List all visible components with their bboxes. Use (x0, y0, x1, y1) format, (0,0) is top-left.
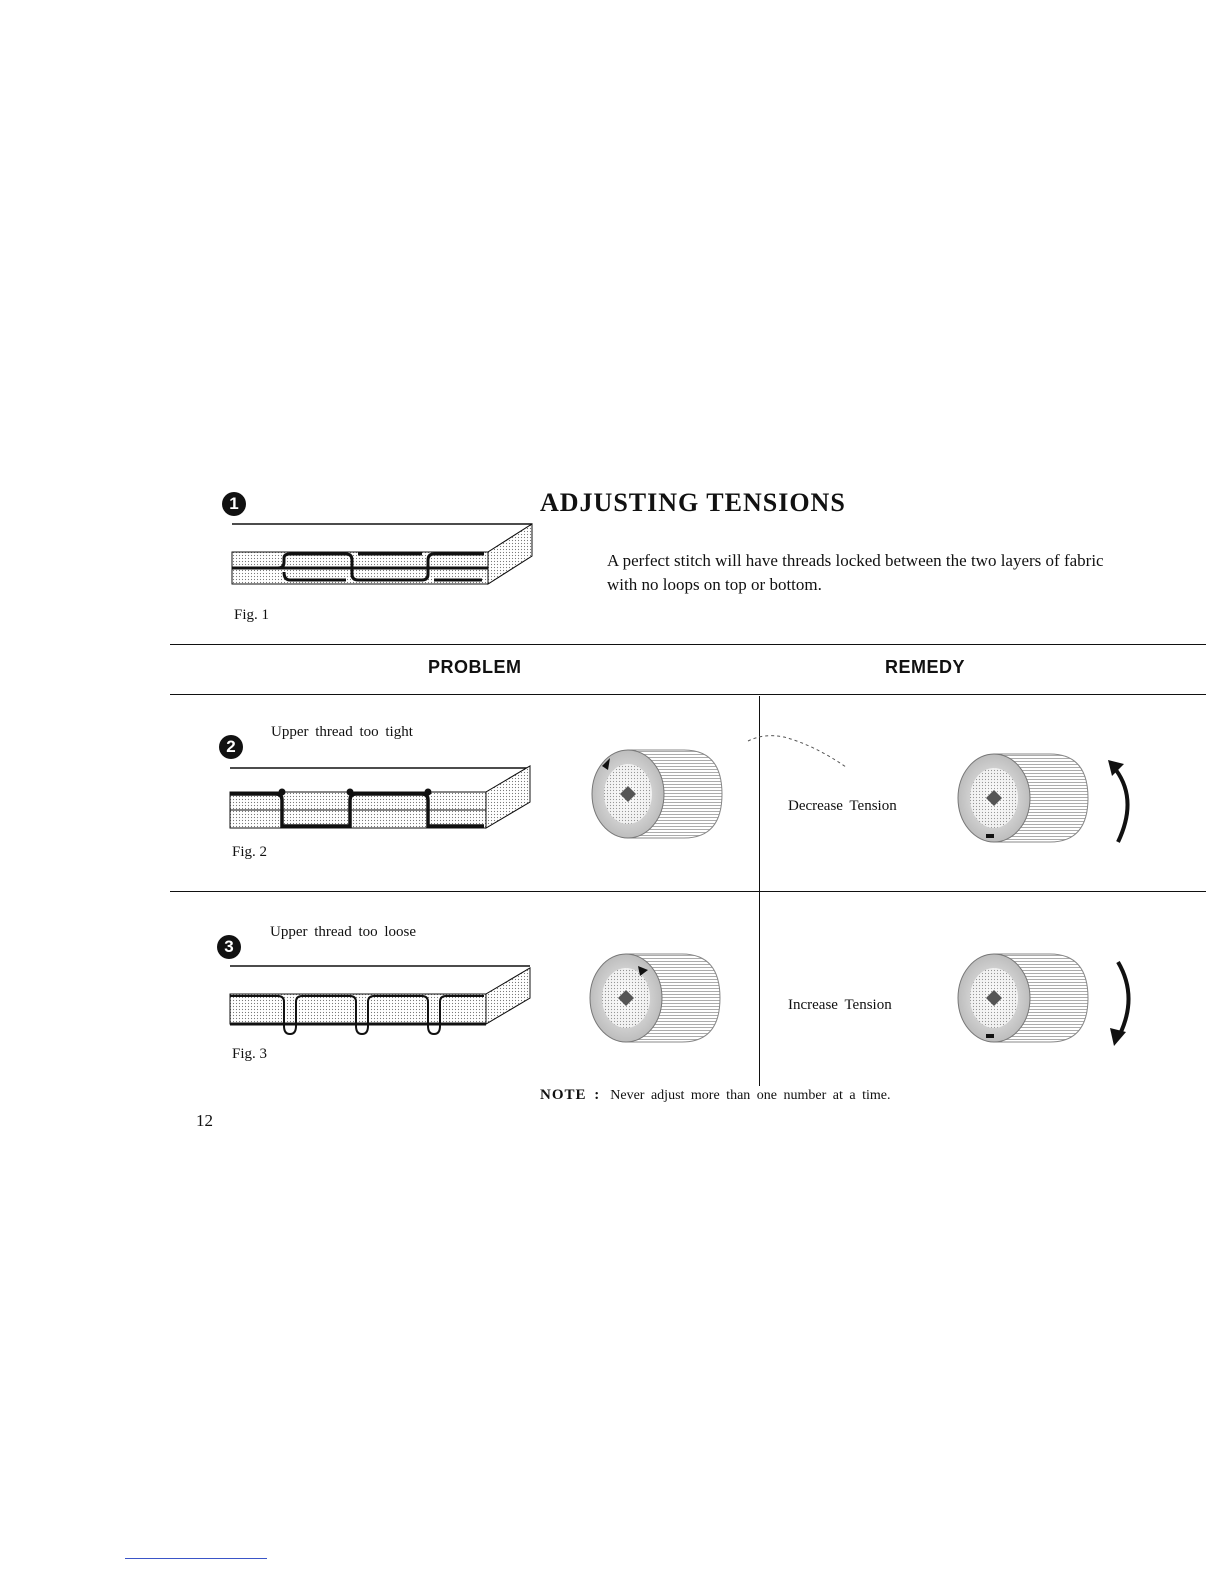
figure-2-fabric-illustration (226, 762, 546, 842)
page-title: ADJUSTING TENSIONS (540, 488, 846, 517)
footer-rule (125, 1558, 267, 1559)
note-line (540, 1087, 890, 1104)
row-1-remedy: Decrease Tension (788, 798, 897, 814)
row-1-marker: 2 (219, 735, 243, 759)
row-1-problem: Upper thread too tight (271, 724, 413, 740)
note-label: NOTE : (540, 1087, 601, 1103)
figure-1-label: Fig. 1 (234, 607, 270, 623)
figure-3-fabric-illustration (226, 960, 546, 1040)
tension-dial-increase (954, 948, 1094, 1048)
row-2-problem: Upper thread too loose (270, 924, 417, 940)
table-top-rule (170, 644, 1206, 645)
row-2-marker: 3 (217, 935, 241, 959)
header-bottom-rule (170, 694, 1206, 695)
note-text: Never adjust more than one number at a time. (610, 1088, 891, 1103)
row-2-remedy: Increase Tension (788, 997, 892, 1013)
tension-dial-high-setting (588, 744, 728, 844)
tension-dial-low-setting (586, 948, 726, 1048)
clockwise-arrow-icon (1104, 954, 1140, 1050)
page-number: 12 (196, 1111, 213, 1130)
counterclockwise-arrow-icon (1104, 754, 1140, 850)
row-divider (170, 891, 1206, 892)
problem-heading: PROBLEM (428, 657, 522, 677)
intro-paragraph: A perfect stitch will have threads locked between the two layers of fabric with no loops on top or bottom. (607, 551, 1104, 594)
remedy-heading: REMEDY (885, 657, 966, 677)
figure-2-label: Fig. 2 (232, 844, 268, 860)
figure-1-marker: 1 (222, 492, 246, 516)
figure-3-label: Fig. 3 (232, 1046, 268, 1062)
figure-1-fabric-illustration (226, 518, 546, 598)
tension-dial-decrease (954, 748, 1094, 848)
dashed-pointer-line (744, 727, 854, 771)
